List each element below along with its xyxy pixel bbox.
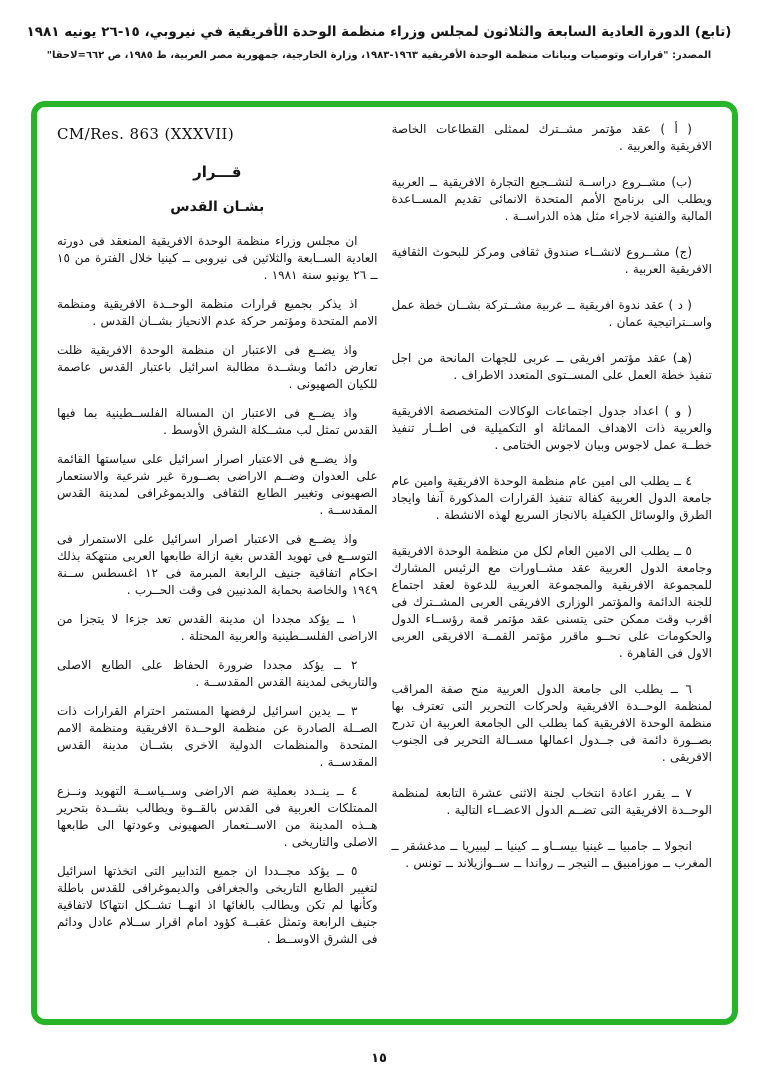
paragraph: ٧ ــ يقرر اعادة انتخاب لجنة الاثنى عشرة التابعة لمنظمة الوحــدة الافريقية التى تضــم الدول الاعضــاء التالية . xyxy=(391,786,712,817)
paragraph: ١ ــ يؤكد مجددا ان مدينة القدس تعد جزءا لا يتجزا من الاراضى الفلســطينية والعربية المحتلة . xyxy=(57,612,378,643)
paragraph: واذ يضــع فى الاعتبار ان منظمة الوحدة الافريقية ظلت تعارض دائما وبشــدة مطالبة اسرائيل باعتبار القدس عاصمة للكيان الصهيونى . xyxy=(57,343,378,391)
paragraph: واذ يضــع فى الاعتبار اصرار اسرائيل على سياستها القائمة على العدوان وضــم الاراضى بصــورة غير شرعية والاستعمار الصهيونى وتغيير الطابع الثقافى والديموغرافى لمدينة القدس المقدســة . xyxy=(57,452,378,517)
paragraph: ان مجلس وزراء منظمة الوحدة الافريقية المنعقد فى دورته العادية الســابعة والثلاثين فى نيروبى ــ كينيا خلال الفترة من ١٥ ــ ٢٦ يونيو سنة ١٩٨١ . xyxy=(57,234,378,282)
page-number: ١٥ xyxy=(371,1051,387,1066)
resolution-title: قـــرار xyxy=(193,163,242,181)
paragraph: ٤ ــ ينــدد بعملية ضم الاراضى وســياســة التهويد ونــزع الممتلكات العربية فى القدس بالقــوة ويطالب بشــدة بتحرير هــذه المدينة من الاســتعمار الصهيونى وعودتها الى طابعها الاصلى والتاريخى . xyxy=(57,784,378,849)
paragraph: ٢ ــ يؤكد مجددا ضرورة الحفاظ على الطابع الاصلى والتاريخى لمدينة القدس المقدســة . xyxy=(57,658,378,689)
right-column-continuation xyxy=(392,121,713,1009)
left-column-resolution xyxy=(57,121,378,1009)
paragraph: ( د ) عقد ندوة افريقية ــ عربية مشــتركة بشــان خطة عمل واســتراتيجية عمان . xyxy=(391,298,712,329)
paragraph: ٥ ــ يطلب الى الامين العام لكل من منظمة الوحدة الافريقية وجامعة الدول العربية عقد مشــاورات مع الرئيس المشارك للمجموعة الافريقية والمجموعة العربية للدعوة لعقد اجتماع للجنة الدائمة والمؤتمر الوزارى الافريقى العربى المشــترك فى اقرب وقت ممكن حتى يتسنى عقد مؤتمر قمة رؤســاء الدول والحكومات على نحــو ماقرر مؤتمر القمــة الافريقى العربى الاول فى القاهرة . xyxy=(391,544,712,660)
paragraph: واذ يضــع فى الاعتبار ان المسالة الفلســطينية بما فيها القدس تمثل لب مشــكلة الشرق الأوسط . xyxy=(57,406,378,437)
paragraph: ٦ ــ يطلب الى جامعة الدول العربية منح صفة المراقب لمنظمة الوحــدة الافريقية ولحركات التحرير التى تعترف بها منظمة الوحدة الافريقية كما يطلب الى الجامعة العربية ان تدرج بصــورة دائمة فى جــدول اعمالها مســالة التحرير فى الجنوب الافريقى . xyxy=(391,682,712,764)
green-border-content-box xyxy=(31,101,738,1025)
page-header xyxy=(0,0,758,61)
resolution-body xyxy=(57,233,378,948)
resolution-subtitle: بشـان القدس xyxy=(170,199,265,215)
session-title-line: (تابع) الدورة العادية السابعة والثلاثون لمجلس وزراء منظمة الوحدة الأفريقية في نيروبي، ١٥-٢٦ يونيه ١٩٨١ xyxy=(26,24,732,40)
paragraph: اذ يذكر بجميع قرارات منظمة الوحــدة الافريقية ومنظمة الامم المتحدة ومؤتمر حركة عدم الانحياز بشــان القدس . xyxy=(57,297,378,328)
paragraph: ٣ ــ يدين اسرائيل لرفضها المستمر احترام القرارات ذات الصــلة الصادرة عن منظمة الوحــدة الافريقية ومنظمة الامم المتحدة والمنظمات الدولية الاخرى بشــان مدينة القدس المقدســة . xyxy=(57,704,378,769)
paragraph: (ب) مشــروع دراســة لتشــجيع التجارة الافريقية ــ العربية ويطلب الى برنامج الأمم المتحدة الانمائى تقديم المســاعدة المالية والفنية لاجراء مثل هذه الدراســة . xyxy=(391,175,712,223)
paragraph: انجولا ــ جامبيا ــ غينيا بيســاو ــ كينيا ــ ليبيريا ــ مدغشقر ــ المغرب ــ موزامبيق ــ النيجر ــ رواندا ــ ســوازيلاند ــ تونس . xyxy=(391,839,712,870)
paragraph: (هـ) عقد مؤتمر افريقى ــ عربى للجهات المانحة من اجل تنفيذ خطة العمل على المســتوى المتعدد الاطراف . xyxy=(391,351,712,382)
paragraph: ٤ ــ يطلب الى امين عام منظمة الوحدة الافريقية وامين عام جامعة الدول العربية كفالة تنفيذ القرارات المذكورة آنفا وايجاد الطرق والوسائل الكفيلة بالانجاز السريع لهذه الانشطة . xyxy=(391,474,712,522)
resolution-number: CM/Res. 863 (XXXVII) xyxy=(57,125,235,143)
paragraph: (ج) مشــروع لانشــاء صندوق ثقافى ومركز للبحوث الثقافية الافريقية العربية . xyxy=(391,245,712,276)
paragraph: ( أ ) عقد مؤتمر مشــترك لممثلى القطاعات الخاصة الافريقية والعربية . xyxy=(391,122,712,153)
two-column-layout xyxy=(57,121,712,1009)
paragraph: ٥ ــ يؤكد مجــددا ان جميع التدابير التى اتخذتها اسرائيل لتغيير الطابع التاريخى والجغرافى والديموغرافى للقدس باطلة وكأنها لم تكن ويطالب بالغائها اذ انهــا تشــكل انتهاكا لاتفاقية جنيف الرابعة وتمثل عقبــة كؤود امام اقرار ســلام عادل ودائم فى الشرق الاوســط . xyxy=(57,864,378,946)
paragraph: واذ يضــع فى الاعتبار اصرار اسرائيل على الاستمرار فى التوســع فى تهويد القدس بغية ازالة طابعها العربى منتهكة بذلك احكام اتفاقية جنيف الرابعة المبرمة فى ١٢ اغسطس ســنة ١٩٤٩ والخاصة بحماية المدنيين فى وقت الحــرب . xyxy=(57,532,378,597)
paragraph: ( و ) اعداد جدول اجتماعات الوكالات المتخصصة الافريقية والعربية ذات الاهداف المماثلة او التكميلية فى اطــار تنفيذ خطــة عمل لاجوس وبيان لاجوس الختامى . xyxy=(391,404,712,452)
source-citation-line: المصدر: "قرارات وتوصيات وبيانات منظمة الوحدة الأفريقية ١٩٦٣-١٩٨٣، وزارة الخارجية، جمهورية مصر العربية، ط ١٩٨٥، ص ٦٦٢=لاحقا" xyxy=(46,50,712,61)
